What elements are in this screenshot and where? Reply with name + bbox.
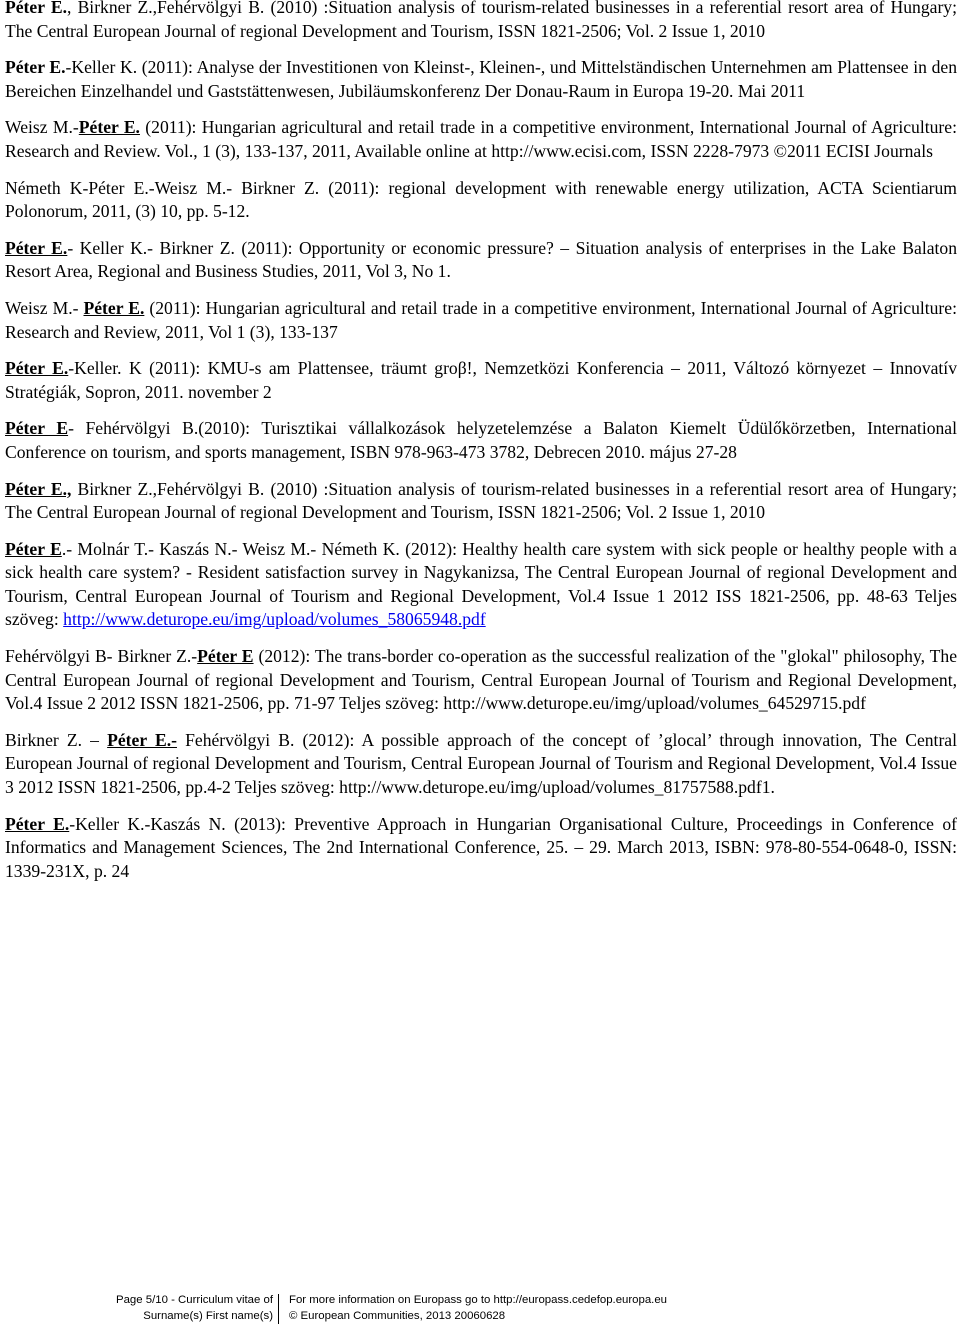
reference-text: (2012): The trans-border co-operation as the successful realization of the "glokal" philosophy, The Central European Journal of regional Development and Tourism, Central European Journal of Tourism and Regional Development, Vol.4 Issue 2 2012 ISSN 1821-2506, pp. 71-97 Teljes szöveg: http://www.deturope.eu/img/upload/volumes_64529715.pdf <box>5 646 957 714</box>
reference-text: , Birkner Z.,Fehérvölgyi B. (2010) :Situation analysis of tourism-related businesses in a referential resort area of Hungary; The Central European Journal of regional Development and Tourism, ISSN 1821-2506; Vol. 2 Issue 1, 2010 <box>5 0 957 41</box>
reference-text: Weisz M.- <box>5 117 79 138</box>
reference-text: Birkner Z.,Fehérvölgyi B. (2010) :Situation analysis of tourism-related businesses in a referential resort area of Hungary; The Central European Journal of regional Development and Tourism, ISSN 1821-2506; Vol. 2 Issue 1, 2010 <box>5 478 957 523</box>
reference-text: (2011): Hungarian agricultural and retail trade in a competitive environment, International Journal of Agriculture: Research and Review. Vol., 1 (3), 133-137, 2011, Available online at http://www.ecisi.com, ISSN 2228-7973 ©2011 ECISI Journals <box>5 117 957 161</box>
reference-entry <box>5 0 957 43</box>
reference-text: -Keller K. (2011): Analyse der Investitionen von Kleinst-, Kleinen-, und Mittelständischen Unternehmen am Plattensee in den Bereichen Einzelhandel und Gaststättenwesen, Jubiläumskonferenz Der Donau-Raum in Europa 19-20. Mai 2011 <box>5 57 958 101</box>
author-highlight: Péter E <box>197 646 254 667</box>
reference-entry <box>5 813 957 884</box>
footer-page-info: Page 5/10 - Curriculum vitae of <box>115 1294 273 1306</box>
author-highlight: Péter E., <box>5 478 72 499</box>
author-highlight: Péter E. <box>5 358 69 379</box>
footer-left <box>107 1292 273 1324</box>
reference-text: Németh K-Péter E.-Weisz M.- Birkner Z. (2011): regional development with renewable energy utilization, ACTA Scientiarum Polonorum, 2011, (3) 10, pp. 5-12. <box>5 177 957 222</box>
author-highlight: Péter E. <box>83 297 145 318</box>
footer-copyright: © European Communities, 2013 20060628 <box>289 1310 506 1322</box>
author-highlight: Péter E. <box>5 57 66 78</box>
reference-entry <box>5 116 957 163</box>
reference-entry <box>5 417 957 464</box>
footer-europass-info: For more information on Europass go to http://europass.cedefop.europa.eu <box>289 1294 668 1306</box>
reference-text: .- Molnár T.- Kaszás N.- Weisz M.- Németh K. (2012): Healthy health care system with sick people or healthy people with a sick health care system? - Resident satisfaction survey in Nagykanizsa, The Central European Journal of regional Development and Tourism, Central European Journal of Tourism and Regional Development, Vol.4 Issue 1 2012 ISS 1821-2506, pp. 48-63 Teljes szöveg: <box>5 538 957 630</box>
author-highlight: Péter E <box>5 418 69 439</box>
reference-text: Fehérvölgyi B. (2012): A possible approach of the concept of ’glocal’ through innovation, The Central European Journal of regional Development and Tourism, Central European Journal of Tourism and Regional Development, Vol.4 Issue 3 2012 ISSN 1821-2506, pp.4-2 Teljes szöveg: http://www.deturope.eu/img/upload/volumes_81757588.pdf1. <box>5 729 958 798</box>
footer-right <box>289 1292 889 1324</box>
footer-divider <box>278 1294 279 1324</box>
author-highlight: Péter E.- <box>107 729 177 750</box>
reference-text: - Fehérvölgyi B.(2010): Turisztikai vállalkozások helyzetelemzése a Balaton Kiemelt Üdülőkörzetben, International Conference on tourism, and sports management, ISBN 978-963-473 3782, Debrecen 2010. május 27-28 <box>5 418 957 462</box>
author-highlight: Péter E. <box>5 0 68 17</box>
reference-entry <box>5 177 957 224</box>
reference-entry <box>5 729 957 800</box>
reference-text: -Keller. K (2011): KMU-s am Plattensee, träumt groβ!, Nemzetközi Konferencia – 2011, Változó környezet – Innovatív Stratégiák, Sopron, 2011. november 2 <box>5 358 957 402</box>
author-highlight: Péter E. <box>5 813 70 834</box>
reference-entry <box>5 478 957 525</box>
author-highlight: Péter E <box>5 538 62 559</box>
references-list <box>5 0 957 883</box>
reference-entry <box>5 237 957 284</box>
reference-text: Birkner Z. – <box>5 729 108 750</box>
reference-entry <box>5 645 957 716</box>
author-highlight: Péter E. <box>78 117 140 138</box>
reference-entry <box>5 357 957 404</box>
reference-entry <box>5 56 957 103</box>
reference-text: (2011): Hungarian agricultural and retail trade in a competitive environment, International Journal of Agriculture: Research and Review, 2011, Vol 1 (3), 133-137 <box>5 297 957 342</box>
reference-text: Weisz M.- <box>5 297 84 318</box>
reference-entry <box>5 538 957 632</box>
reference-text: - Keller K.- Birkner Z. (2011): Opportunity or economic pressure? – Situation analysis of enterprises in the Lake Balaton Resort Area, Regional and Business Studies, 2011, Vol 3, No 1. <box>5 237 957 282</box>
author-highlight: Péter E. <box>5 237 68 258</box>
footer-name: Surname(s) First name(s) <box>143 1310 273 1322</box>
reference-link[interactable]: http://www.deturope.eu/img/upload/volumes_58065948.pdf <box>63 609 486 630</box>
reference-text: Fehérvölgyi B- Birkner Z.- <box>5 646 198 667</box>
reference-text: -Keller K.-Kaszás N. (2013): Preventive Approach in Hungarian Organisational Culture, Proceedings in Conference of Informatics and Management Sciences, The 2nd International Conference, 25. – 29. March 2013, ISBN: 978-80-554-0648-0, ISSN: 1339-231X, p. 24 <box>5 813 958 881</box>
reference-entry <box>5 297 957 344</box>
